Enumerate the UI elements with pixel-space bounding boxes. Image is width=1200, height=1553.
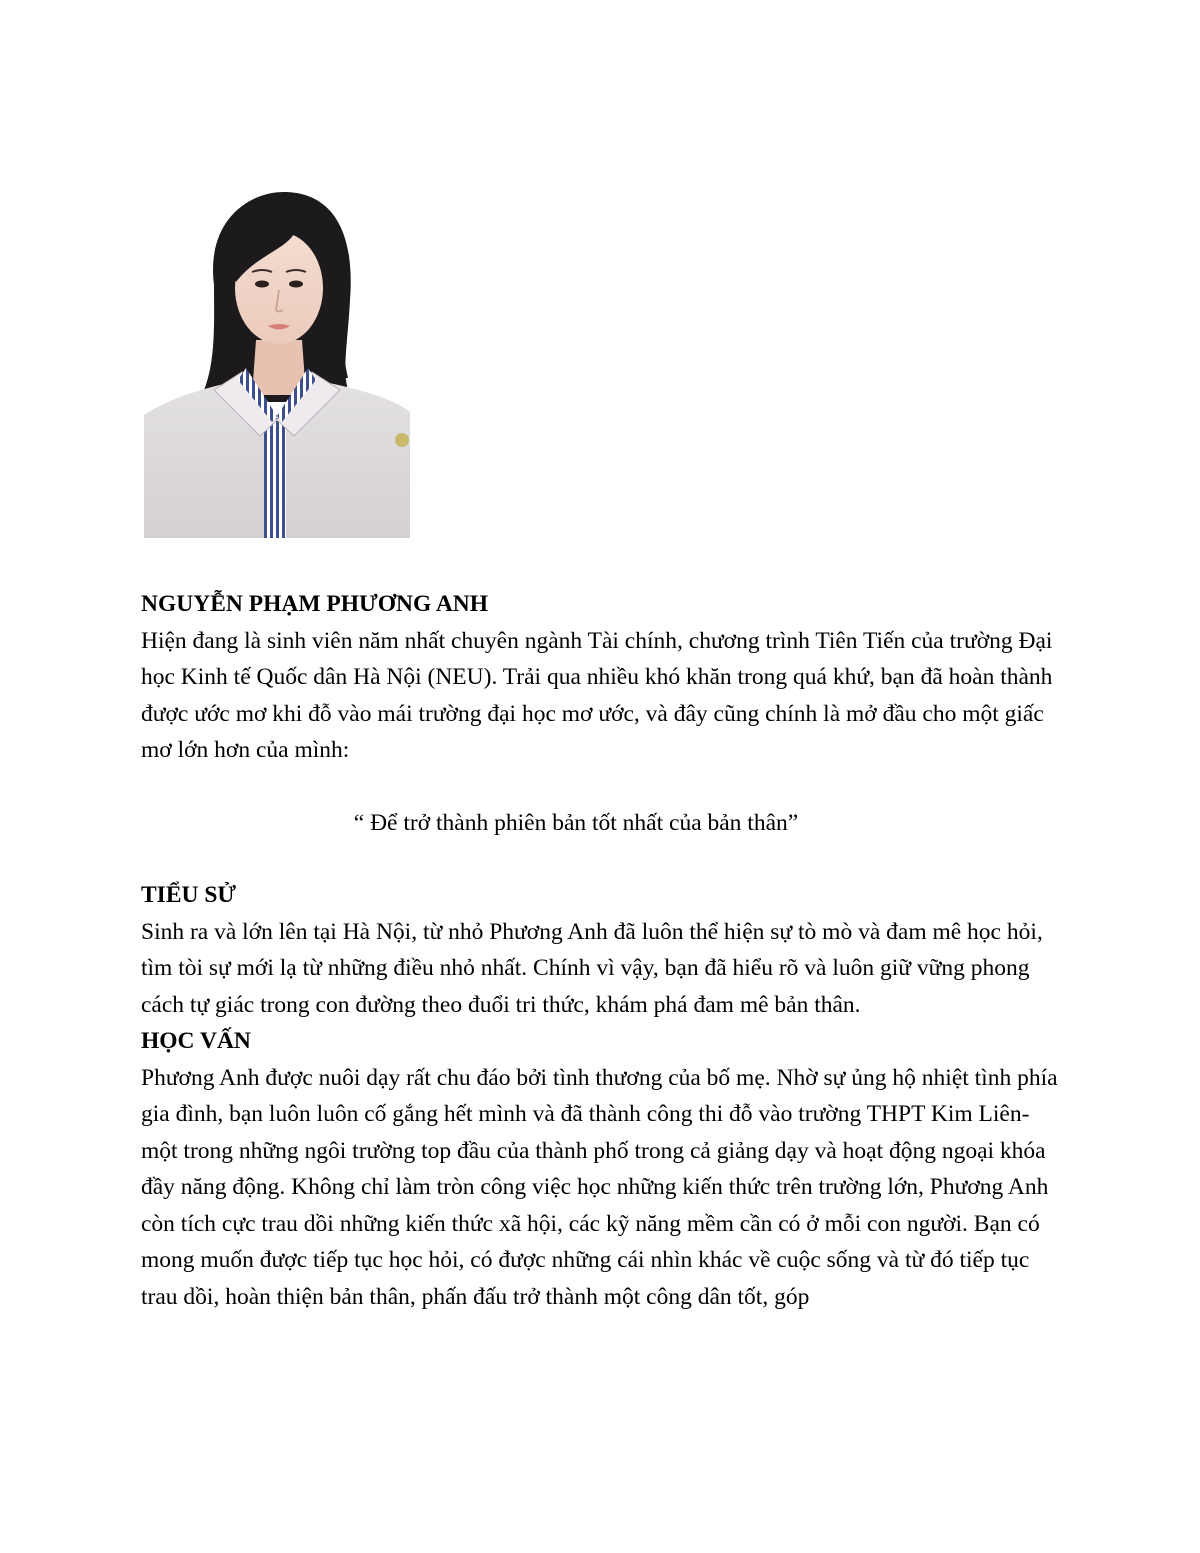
education-paragraph: Phương Anh được nuôi dạy rất chu đáo bởi tình thương của bố mẹ. Nhờ sự ủng hộ nhiệt tình phía gia đình, bạn luôn luôn cố gắng hết mình và đã thành công thi đỗ vào trường THPT Kim Liên- một trong những ngôi trường top đầu của thành phố trong cả giảng dạy và hoạt động ngoại khóa đầy năng động. Không chỉ làm tròn công việc học những kiến thức trên trường lớn, Phương Anh còn tích cực trau dồi những kiến thức xã hội, các kỹ năng mềm cần có ở mỗi con người. Bạn có mong muốn được tiếp tục học hỏi, có được những cái nhìn khác về cuộc sống và từ đó tiếp tục trau dồi, hoàn thiện bản thân, phấn đấu trở thành một công dân tốt, góp bbox=[141, 1064, 1058, 1310]
motto-quote: “ Để trở thành phiên bản tốt nhất của bản thân” bbox=[353, 809, 799, 836]
person-name: NGUYỄN PHẠM PHƯƠNG ANH bbox=[141, 591, 489, 617]
education-heading: HỌC VẤN bbox=[141, 1028, 251, 1054]
biography-paragraph: Sinh ra và lớn lên tại Hà Nội, từ nhỏ Phương Anh đã luôn thể hiện sự tò mò và đam mê học hỏi, tìm tòi sự mới lạ từ những điều nhỏ nhất. Chính vì vậy, bạn đã hiểu rõ và luôn giữ vững phong cách tự giác trong con đường theo đuổi tri thức, khám phá đam mê bản thân. bbox=[141, 918, 1043, 1018]
biography-heading: TIỂU SỬ bbox=[141, 882, 237, 908]
portrait-photo bbox=[144, 190, 410, 538]
intro-paragraph: Hiện đang là sinh viên năm nhất chuyên ngành Tài chính, chương trình Tiên Tiến của trường Đại học Kinh tế Quốc dân Hà Nội (NEU). Trải qua nhiều khó khăn trong quá khứ, bạn đã hoàn thành được ước mơ khi đỗ vào mái trường đại học mơ ước, và đây cũng chính là mở đầu cho một giấc mơ lớn hơn của mình: bbox=[141, 627, 1053, 763]
document-body bbox=[141, 586, 1071, 1315]
portrait-illustration bbox=[144, 190, 410, 538]
